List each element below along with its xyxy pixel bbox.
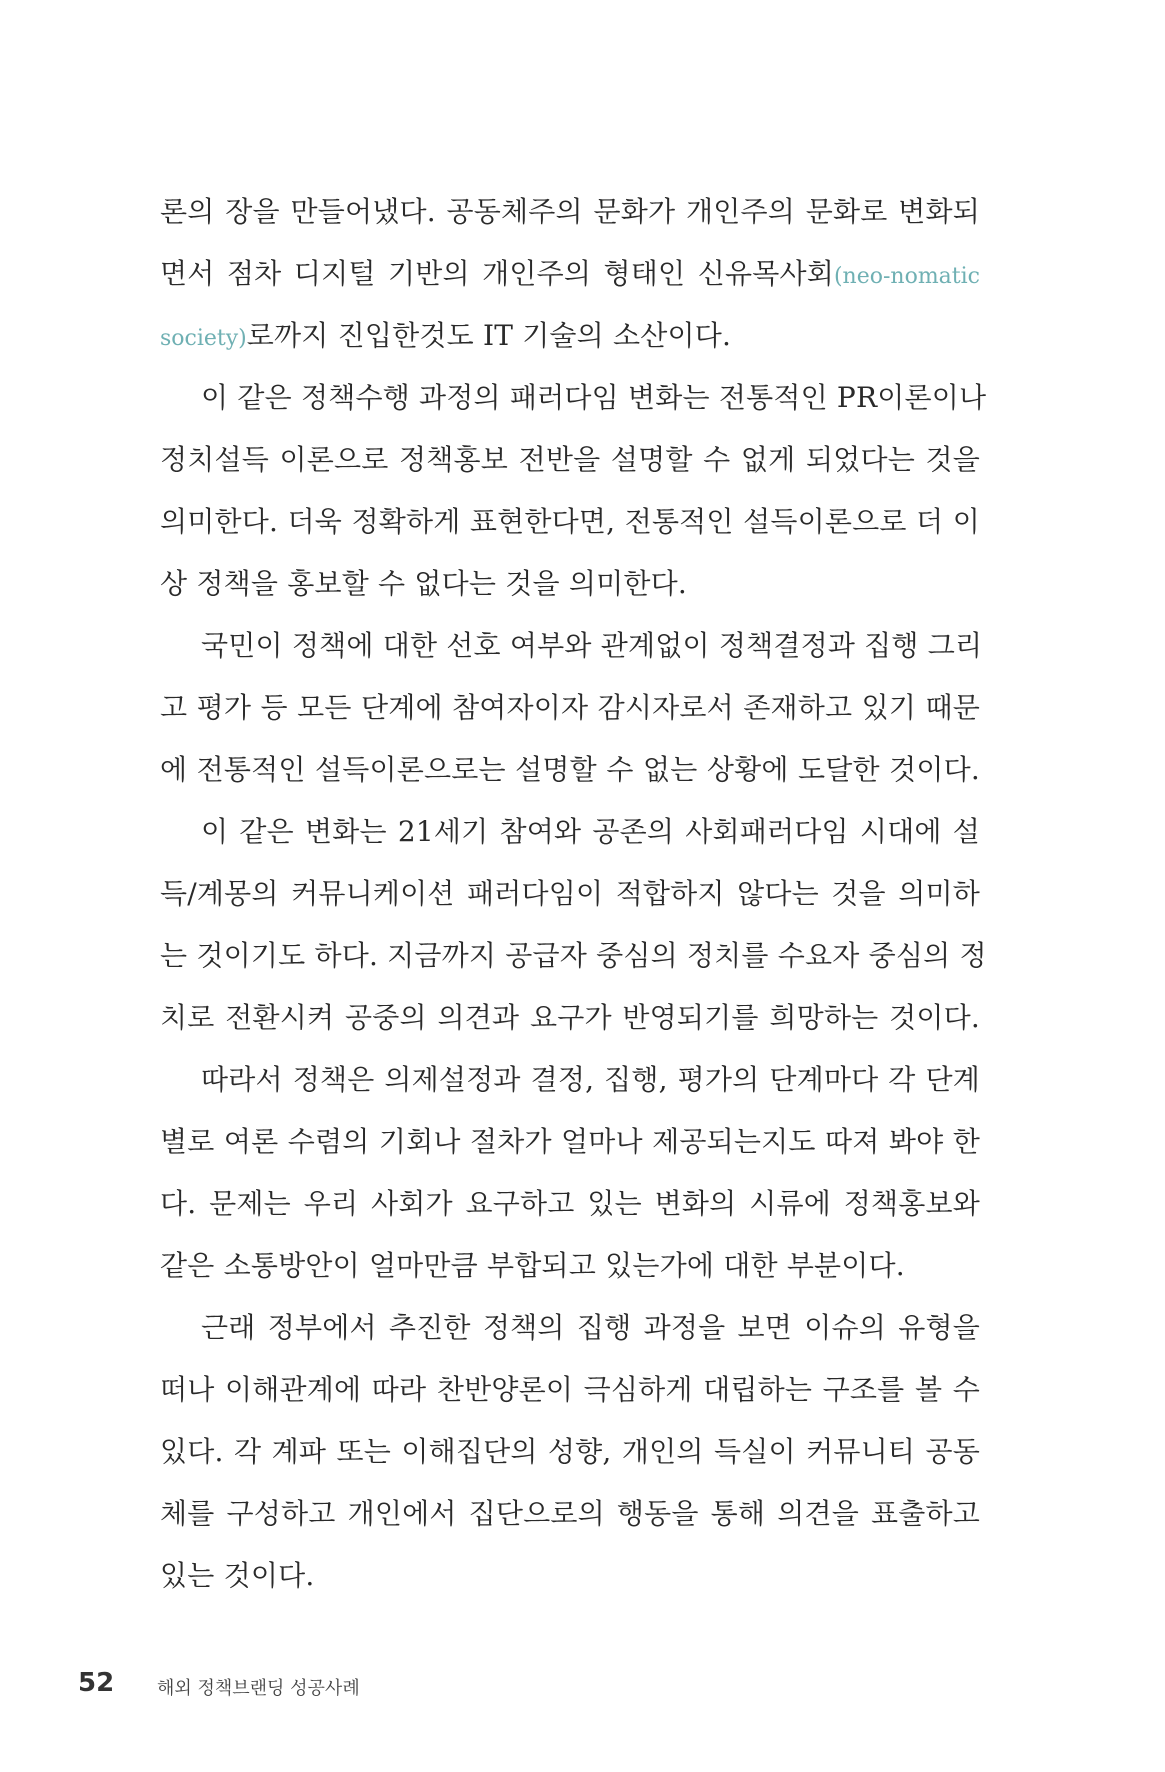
- text-line: 다. 문제는 우리 사회가 요구하고 있는 변화의 시류에 정책홍보와: [160, 1187, 980, 1220]
- text-line: 체를 구성하고 개인에서 집단으로의 행동을 통해 의견을 표출하고: [160, 1497, 980, 1530]
- text-line: 정치설득 이론으로 정책홍보 전반을 설명할 수 없게 되었다는 것을: [160, 443, 980, 476]
- page-footer: [0, 1660, 1165, 1710]
- text-line: 의미한다. 더욱 정확하게 표현한다면, 전통적인 설득이론으로 더 이: [160, 505, 980, 538]
- text-line: 론의 장을 만들어냈다. 공동체주의 문화가 개인주의 문화로 변화되: [160, 195, 980, 228]
- text-line: 이 같은 변화는 21세기 참여와 공존의 사회패러다임 시대에 설: [201, 815, 980, 848]
- text-line: 에 전통적인 설득이론으로는 설명할 수 없는 상황에 도달한 것이다.: [160, 753, 980, 786]
- text-line: 별로 여론 수렴의 기회나 절차가 얼마나 제공되는지도 따져 봐야 한: [160, 1125, 980, 1158]
- book-title: 해외 정책브랜딩 성공사례: [157, 1678, 360, 1699]
- text-line: 같은 소통방안이 얼마만큼 부합되고 있는가에 대한 부분이다.: [160, 1249, 905, 1282]
- text-line: 고 평가 등 모든 단계에 참여자이자 감시자로서 존재하고 있기 때문: [160, 691, 980, 724]
- text-line: 있다. 각 계파 또는 이해집단의 성향, 개인의 득실이 커뮤니티 공동: [160, 1435, 980, 1468]
- text-line: 이 같은 정책수행 과정의 패러다임 변화는 전통적인 PR이론이나: [201, 381, 987, 414]
- text-segment: 면서 점차 디지털 기반의 개인주의 형태인 신유목사회: [160, 257, 834, 290]
- text-segment: 로까지 진입한것도 IT 기술의 소산이다.: [246, 319, 732, 352]
- text-line: 상 정책을 홍보할 수 없다는 것을 의미한다.: [160, 567, 687, 600]
- text-line: 떠나 이해관계에 따라 찬반양론이 극심하게 대립하는 구조를 볼 수: [160, 1373, 980, 1406]
- text-line: 국민이 정책에 대한 선호 여부와 관계없이 정책결정과 집행 그리: [201, 629, 983, 662]
- english-note-end: society): [160, 326, 247, 351]
- text-line: 따라서 정책은 의제설정과 결정, 집행, 평가의 단계마다 각 단계: [201, 1063, 980, 1096]
- body-text: [160, 181, 987, 1607]
- english-note-text: neo-nomatic: [842, 264, 980, 289]
- text-line: 근래 정부에서 추진한 정책의 집행 과정을 보면 이슈의 유형을: [201, 1311, 980, 1344]
- text-line: 있는 것이다.: [160, 1559, 315, 1592]
- text-line: 는 것이기도 하다. 지금까지 공급자 중심의 정치를 수요자 중심의 정: [160, 939, 987, 972]
- page-number: 52: [78, 1668, 115, 1698]
- text-line: 치로 전환시켜 공중의 의견과 요구가 반영되기를 희망하는 것이다.: [160, 1001, 980, 1034]
- text-line: [160, 243, 980, 305]
- english-note: (neo-nomatic: [833, 264, 980, 289]
- text-line: [160, 305, 980, 367]
- text-line: 득/계몽의 커뮤니케이션 패러다임이 적합하지 않다는 것을 의미하: [160, 877, 980, 910]
